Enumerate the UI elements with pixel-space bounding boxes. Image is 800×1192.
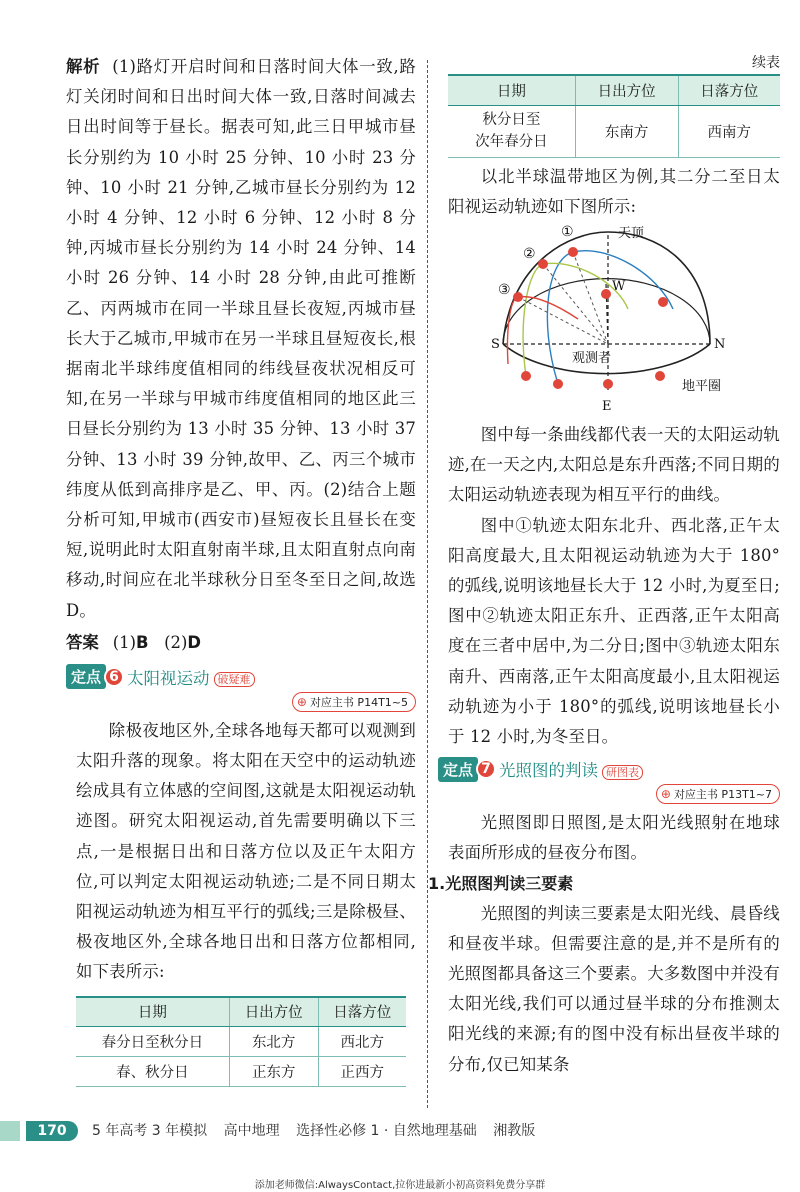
column-divider	[427, 60, 428, 1108]
diagram-intro: 以北半球温带地区为例,其二分二至日太阳视运动轨迹如下图所示:	[448, 166, 780, 216]
east-label: E	[602, 398, 612, 414]
answer-label: 答案	[66, 632, 99, 652]
date-line-1: 秋分日至	[482, 112, 541, 128]
point-number: 7	[476, 759, 496, 779]
table-row	[76, 1027, 406, 1057]
target-icon: ⊕	[296, 694, 307, 709]
analysis-paragraph	[66, 52, 416, 626]
table-cell: 正东方	[229, 1057, 318, 1087]
north-label: N	[714, 336, 726, 352]
continued-label: 续表	[752, 55, 780, 71]
table-cell: 西南方	[678, 105, 780, 157]
reference-text: 对应主书 P13T1~7	[673, 788, 772, 802]
table-header: 日落方位	[678, 75, 780, 105]
table-cell: 春分日至秋分日	[76, 1027, 229, 1057]
analysis-text: (1)路灯开启时间和日落时间大体一致,路灯关闭时间和日出时间大体一致,日落时间减去日出时间等于昼长。据表可知,此三日甲城市昼长分别约为 10 小时 25 分钟、10 小时 23 分钟、10 小时 21 分钟,乙城市昼长分别约为 12 小时 4 分钟、12 小时 6 分钟、12 小时 8 分钟,丙城市昼长分别约为 14 小时 24 分钟、14 小时 26 分钟、14 小时 28 分钟,由此可推断乙、丙两城市在同一半球且昼长夜短,丙城市昼长大于乙城市,甲城市在另一半球且昼短夜长,根据南北半球纬度值相同的纬线昼夜状况相反可知,在另一半球与甲城市纬度值相同的地区此三日昼长分别约为 13 小时 35 分钟、13 小时 37 分钟、13 小时 39 分钟,故甲、乙、丙三个城市纬度从低到高排序是乙、甲、丙。(2)结合上题分析可知,甲城市(西安市)昼短夜长且昼长在变短,说明此时太阳直射南半球,且太阳直射点向南移动,时间应在北半球秋分日至冬至日之间,故选 D。	[66, 57, 416, 620]
diagram-paragraph-1: 图中每一条曲线都代表一天的太阳运动轨迹,在一天之内,太阳总是东升西落;不同日期的太阳运动轨迹表现为相互平行的曲线。	[448, 424, 780, 505]
reference-pill[interactable]	[292, 692, 416, 712]
direction-table-continued	[448, 74, 780, 158]
point-7-reference	[448, 784, 780, 804]
table-cell	[448, 105, 575, 157]
date-line-2: 次年春分日	[475, 134, 548, 150]
target-icon: ⊕	[660, 787, 671, 802]
table-cell: 东南方	[575, 105, 678, 157]
reference-text: 对应主书 P14T1~5	[309, 695, 408, 709]
sun-dot	[601, 289, 611, 299]
light-map-intro: 光照图即日照图,是太阳光线照射在地球表面所形成的昼夜分布图。	[448, 813, 780, 863]
horizon-back	[503, 279, 710, 344]
subject-name: 高中地理	[223, 1123, 280, 1139]
marker-2: ②	[523, 245, 536, 262]
zenith-label: 天顶	[618, 225, 645, 241]
table-header: 日期	[448, 75, 575, 105]
table-header: 日落方位	[318, 997, 406, 1027]
section-subheading: 1.光照图判读三要素	[428, 873, 574, 893]
light-map-paragraph: 光照图的判读三要素是太阳光线、晨昏线和昼夜半球。但需要注意的是,并不是所有的光照图都具备这三个要素。大多数图中并没有太阳光线,我们可以通过昼半球的分布推测太阳光线的来源;有的图中没有标出昼夜半球的分布,仅已知某条	[448, 903, 780, 1074]
answer-line	[66, 628, 416, 658]
point-number: 6	[104, 667, 124, 687]
table-row	[76, 1057, 406, 1087]
diagram-paragraph-2: 图中①轨迹太阳东北升、西北落,正午太阳高度最大,且太阳视运动轨迹为大于 180°的弧线,说明该地昼长大于 12 小时,为夏至日;图中②轨迹太阳正东升、正西落,正午太阳高度在三者中居中,为二分日;图中③轨迹太阳东南升、西南落,正午太阳高度最小,且太阳视运动轨迹为小于 180°的弧线,说明该地昼长小于 12 小时,为冬至日。	[448, 515, 780, 746]
point-7-heading	[438, 756, 780, 782]
observer-label: 观测者	[572, 350, 612, 366]
table-header: 日期	[76, 997, 229, 1027]
table-header: 日出方位	[575, 75, 678, 105]
book-title	[92, 1121, 547, 1141]
point-tag: 定点	[66, 664, 106, 689]
series-name: 5 年高考 3 年模拟	[92, 1123, 208, 1139]
right-column	[428, 52, 780, 1080]
bottom-note: 添加老师微信:AlwaysContact,拉你进最新小初高资料免费分享群	[254, 1180, 546, 1191]
table-header-row	[448, 75, 780, 105]
direction-table	[76, 996, 406, 1088]
answer-1: B	[136, 632, 149, 652]
sun-dot	[513, 292, 523, 302]
analysis-label: 解析	[66, 57, 101, 76]
sun-dot	[538, 259, 548, 269]
horizon-label: 地平圈	[682, 378, 722, 394]
table-header: 日出方位	[229, 997, 318, 1027]
point-badge: 研图表	[602, 765, 643, 780]
sun-dot	[655, 371, 665, 381]
sun-dot	[568, 247, 578, 257]
sun-path-diagram	[448, 224, 780, 414]
sun-dot	[603, 379, 613, 389]
footer-accent	[0, 1121, 20, 1141]
table-cell: 春、秋分日	[76, 1057, 229, 1087]
sun-dot	[521, 371, 531, 381]
point-6-reference	[66, 692, 416, 712]
table-cell: 西北方	[318, 1027, 406, 1057]
sun-dot	[553, 379, 563, 389]
marker-1: ①	[561, 223, 574, 240]
table-cell: 正西方	[318, 1057, 406, 1087]
marker-3: ③	[498, 281, 511, 298]
table-cell: 东北方	[229, 1027, 318, 1057]
table-row	[448, 105, 780, 157]
book-name: 选择性必修 1 · 自然地理基础	[296, 1123, 477, 1139]
page-number: 170	[26, 1121, 78, 1141]
reference-pill[interactable]	[656, 784, 780, 804]
point-title: 光照图的判读	[499, 761, 599, 781]
south-label: S	[491, 336, 500, 352]
answer-1-prefix: (1)	[112, 632, 136, 652]
noon-ray-1	[573, 252, 608, 344]
answer-2: D	[187, 632, 201, 652]
point-6-heading	[66, 664, 416, 690]
table-header-row	[76, 997, 406, 1027]
point-badge: 破疑难	[214, 672, 255, 687]
answer-2-prefix: (2)	[164, 632, 188, 652]
edition-name: 湘教版	[493, 1123, 536, 1139]
west-label: W	[612, 278, 626, 294]
intro-paragraph: 除极夜地区外,全球各地每天都可以观测到太阳升落的现象。将太阳在天空中的运动轨迹绘成具有立体感的空间图,这就是太阳视运动轨迹图。研究太阳视运动,首先需要明确以下三点,一是根据日出和日落方位以及正午太阳方位,可以判定太阳视运动轨迹;二是不同日期太阳视运动轨迹为相互平行的弧线;三是除极昼、极夜地区外,全球各地日出和日落方位都相同,如下表所示:	[76, 720, 416, 982]
point-tag: 定点	[438, 757, 478, 782]
point-title: 太阳视运动	[127, 668, 210, 688]
left-column	[66, 52, 416, 1087]
sun-dot	[658, 297, 668, 307]
noon-ray-3	[518, 297, 608, 344]
